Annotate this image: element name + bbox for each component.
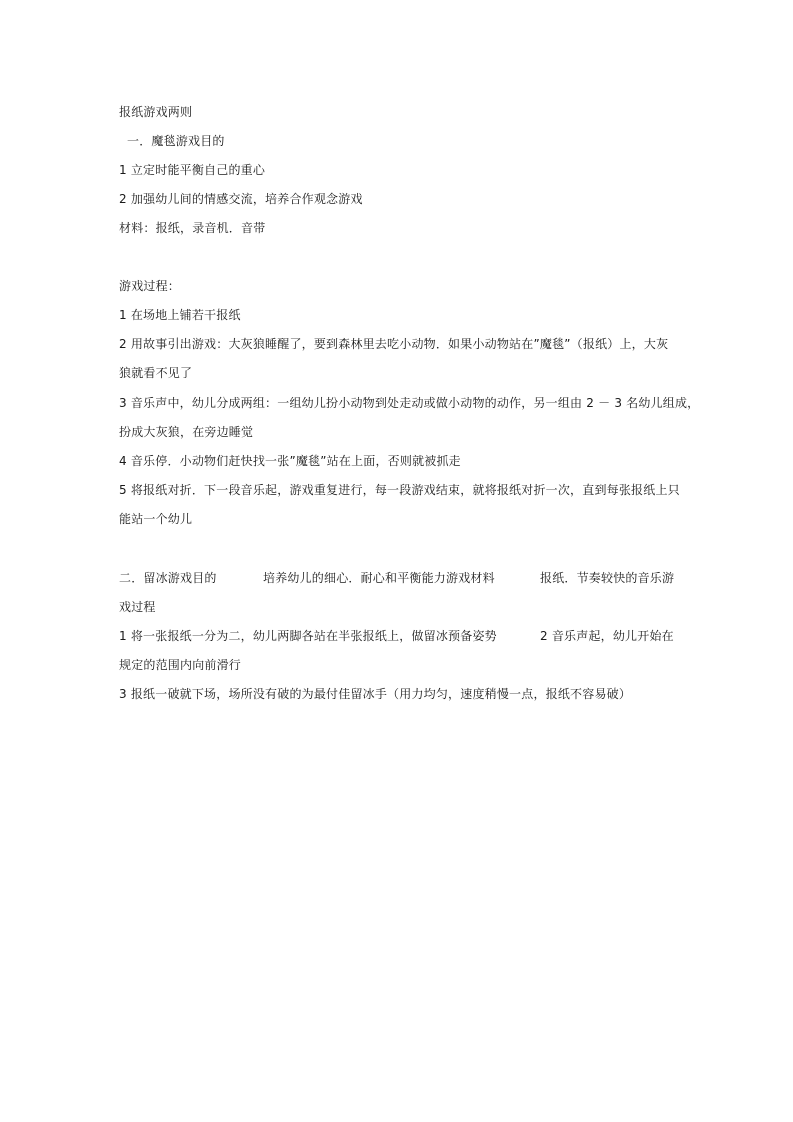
section2-process-label: 戏过程 — [119, 600, 156, 614]
section2-step-continuation: 规定的范围内向前滑行 — [119, 658, 242, 672]
section1-materials: 材料：报纸，录音机．音带 — [119, 221, 266, 235]
section1-step: 3 音乐声中，幼儿分成两组：一组幼儿扮小动物到处走动或做小动物的动作，另一组由 2 － 3 名幼儿组成， — [119, 396, 700, 410]
section1-step: 4 音乐停．小动物们赶快找一张”魔毯”站在上面，否则就被抓走 — [119, 454, 461, 468]
section1-process-label: 游戏过程： — [119, 279, 181, 293]
section2-heading: 二．留冰游戏目的 — [119, 571, 217, 585]
section1-heading: 一．魔毯游戏目的 — [127, 134, 225, 148]
section2-materials: 报纸．节奏较快的音乐游 — [540, 571, 675, 585]
section2-step: 2 音乐声起，幼儿开始在 — [540, 629, 674, 643]
section2-step: 3 报纸一破就下场，场所没有破的为最付佳留冰手（用力均匀，速度稍慢一点，报纸不容易破） — [119, 687, 632, 701]
section1-goal-1: 1 立定时能平衡自己的重心 — [119, 163, 266, 177]
section1-goal-2: 2 加强幼儿间的情感交流，培养合作观念游戏 — [119, 192, 363, 206]
document-title: 报纸游戏两则 — [119, 105, 193, 119]
section1-step-continuation: 能站一个幼儿 — [119, 512, 193, 526]
section2-step: 1 将一张报纸一分为二，幼儿两脚各站在半张报纸上，做留冰预备姿势 — [119, 629, 497, 643]
section1-step-continuation: 扮成大灰狼，在旁边睡觉 — [119, 425, 254, 439]
section1-step: 2 用故事引出游戏：大灰狼睡醒了，要到森林里去吃小动物．如果小动物站在”魔毯”（报纸）上，大灰 — [119, 337, 669, 351]
section1-step: 1 在场地上铺若干报纸 — [119, 308, 241, 322]
section1-step-continuation: 狼就看不见了 — [119, 366, 193, 380]
section1-step: 5 将报纸对折．下一段音乐起，游戏重复进行，每一段游戏结束，就将报纸对折一次，直到每张报纸上只 — [119, 483, 680, 497]
section2-goal: 培养幼儿的细心．耐心和平衡能力游戏材料 — [263, 571, 495, 585]
